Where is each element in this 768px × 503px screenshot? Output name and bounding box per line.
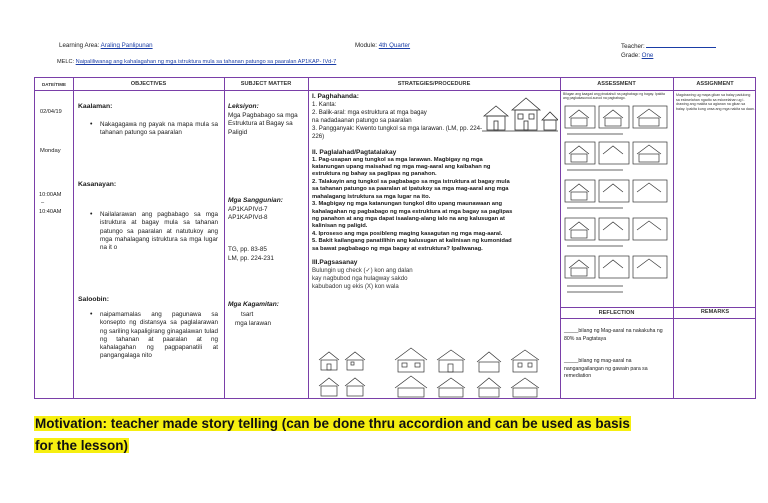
leksiyon-title: Leksiyon:	[228, 103, 259, 110]
kaalaman-item	[78, 121, 218, 138]
motivation-text-line-2: for the lesson)	[35, 438, 129, 453]
module-label: Module:	[355, 42, 378, 49]
teacher-line	[621, 42, 716, 50]
col-assessment-header: ASSESSMENT	[597, 81, 636, 87]
paglalahad-item: 2. Talakayin ang tungkol sa pagbabago sa mga istruktura at bagay mula	[312, 178, 510, 185]
pagsasanay-instruction: Bulungin ug check (✓) kon ang dalan kay nagbubod nga hulagway sakdo kabubadon ug ekis (X) kon wala	[312, 267, 413, 291]
pagsasanay-houses-grid	[315, 346, 557, 398]
lesson-date: 02/04/19	[40, 109, 62, 115]
kasanayan-title: Kasanayan:	[78, 181, 117, 188]
learning-area-line	[59, 42, 153, 49]
sanggunian-lm: LM, pp. 224-231	[228, 255, 274, 262]
kasanayan-text: Nailalarawan ang pagbabago sa mga istruktura at bagay mula sa tahanan patungo sa paaralan at natutukoy ang mga mahalagang istruktura sa mga lugar na it o	[100, 211, 218, 252]
sanggunian-code-1: AP1KAPIVd-7	[228, 206, 268, 213]
motivation-banner	[34, 413, 631, 457]
assessment-instruction: Bilugan ang kaagad ang pinakahuli na pagbabago ng bagay. Ipakita ang pagkakasunod-sunod na pagbabago.	[563, 92, 665, 101]
kagamitan-item-2: mga larawan	[235, 320, 272, 327]
paglalahad-item: 5. Bakit kailangang panatilihin ang kalusugan at kalinisan ng kumonidad	[312, 238, 512, 245]
col-strategies-header: STRATEGIES/PROCEDURE	[397, 81, 471, 87]
col-subject-matter-header: SUBJECT MATTER	[240, 81, 292, 87]
learning-area-value: Araling Panlipunan	[100, 42, 153, 49]
saloobin-title: Saloobin:	[78, 296, 109, 303]
paglalahad-item: estruktura ng bahay sa paglipas ng panahon.	[312, 171, 437, 178]
paghahanda-item: 2. Balik-aral: mga estruktura at mga bagay	[312, 109, 427, 117]
paghahanda-item: 1. Kanta:	[312, 101, 337, 109]
pagsasanay-title: III.Pagsasanay	[312, 258, 358, 266]
assessment-worksheet	[563, 104, 671, 304]
kagamitan-title: Mga Kagamitan:	[228, 301, 279, 308]
sanggunian-tg: TG, pp. 83-85	[228, 246, 267, 253]
grade-line	[621, 52, 653, 59]
paglalahad-item: sa tahanan patungo sa paaralan at ipatukoy sa mga mag-aaral ang mga	[312, 186, 509, 193]
time-end: 10:40AM	[39, 209, 62, 215]
teacher-label: Teacher:	[621, 43, 645, 50]
motivation-text-line-1: Motivation: teacher made story telling (can be done thru accordion and can be used as basis	[35, 416, 630, 431]
paghahanda-item: 3. Pangganyak: Kwento tungkol sa mga larawan. (LM, pp. 224-	[312, 125, 483, 133]
kaalaman-text: Nakagagawa ng payak na mapa mula sa tahanan patungo sa paaralan	[100, 121, 218, 137]
grade-value: One	[641, 52, 654, 59]
paglalahad-item: katanungan upang maisahad ng mga mag-aaral ang kaibahan ng	[312, 164, 491, 171]
col-assignment-header: ASSIGNMENT	[696, 81, 734, 87]
col-objectives-header: OBJECTIVES	[130, 81, 167, 87]
paglalahad-item: mahalagang istruktura sa mga lugar na ito.	[312, 193, 431, 200]
sanggunian-code-2: AP1KAPIVd-8	[228, 214, 268, 221]
melc-label: MELC:	[57, 59, 75, 65]
kaalaman-title: Kaalaman:	[78, 103, 113, 110]
saloobin-item	[78, 311, 218, 361]
learning-area-label: Learning Area:	[59, 42, 100, 49]
bullet-icon: •	[90, 211, 93, 218]
reflection-header: REFLECTION	[598, 310, 635, 316]
lesson-day: Monday	[40, 148, 61, 154]
paglalahad-item: kahalagahan ng pagbabago ng mga estruktura at mga bagay sa paglipas	[312, 208, 513, 215]
melc-value: Naipaliliwanag ang kahalagahan ng mga istruktura mula sa tahanan patungo sa paaralan AP1KAP- IVd-7	[75, 59, 337, 65]
col-date-header: DATE/TIME	[42, 82, 66, 87]
remarks-header: REMARKS	[700, 309, 730, 315]
saloobin-text: naipamamalas ang pagunawa sa konsepto ng distansya sa paglalarawan ng sariling kapaligirang ginagalawan tulad ng tahanan at paaralan at ng kahalagahan ng pagpapanatili at pangangalaga nito	[100, 311, 218, 360]
sanggunian-title: Mga Sanggunian:	[228, 197, 283, 204]
paghahanda-title: I. Paghahanda:	[312, 93, 359, 100]
reflection-line-2: _____bilang ng mag-aaral na nangangailangan ng gawain para sa remediation	[564, 358, 648, 380]
paghahanda-item: na nadadaanan patungo sa paaralan	[312, 117, 412, 125]
module-line	[355, 42, 410, 49]
paglalahad-item: sa bawat pagbabago ng mga bagay at estruktura? Ipaliwanag.	[312, 245, 483, 252]
leksiyon-text: Mga Pagbabago sa mga Estruktura at Bagay sa Paligid	[228, 112, 298, 136]
time-dash: –	[41, 200, 45, 206]
bullet-icon: •	[90, 121, 93, 128]
kasanayan-item	[78, 211, 218, 252]
paglalahad-title: II. Paglalahad/Pagtatalakay	[312, 148, 397, 156]
paglalahad-item: 1. Pag-usapan ang tungkol sa mga larawan. Magbigay ng mga	[312, 156, 483, 163]
houses-illustration	[482, 94, 558, 136]
assignment-text: Magdrawing ug mapa gikan sa balay padulong sa eskwelahan ngadto sa eskwelahan ug i-drawing ang makita sa agianan na gikan sa balay. Ipakita kung unsa ang mga nakita sa daan.	[676, 93, 755, 111]
paglalahad-item: 3. Magbigay ng mga katanungan tungkol dito upang maunawaan ang	[312, 201, 503, 208]
melc-line	[57, 59, 336, 65]
reflection-line-1: _____bilang ng Mag-aaral na nakakuha ng 80% sa Pagtataya	[564, 328, 663, 342]
paglalahad-item: kalinisan ng paligid.	[312, 223, 368, 230]
bullet-icon: •	[90, 311, 93, 318]
paglalahad-item: ng panahon at ang mga dapat isaalang-alang ialo na ang kalusugan at	[312, 215, 505, 222]
teacher-blank	[646, 42, 716, 48]
grade-label: Grade:	[621, 52, 640, 59]
paglalahad-item: 4. Iproseso ang mga posibleng maging kasagutan ng mga mag-aaral.	[312, 230, 503, 237]
time-start: 10:00AM	[39, 192, 62, 198]
kagamitan-item-1: tsart	[241, 311, 254, 318]
lesson-plan-table	[34, 77, 756, 399]
paghahanda-item: 226)	[312, 133, 325, 141]
module-value: 4th Quarter	[378, 42, 411, 49]
